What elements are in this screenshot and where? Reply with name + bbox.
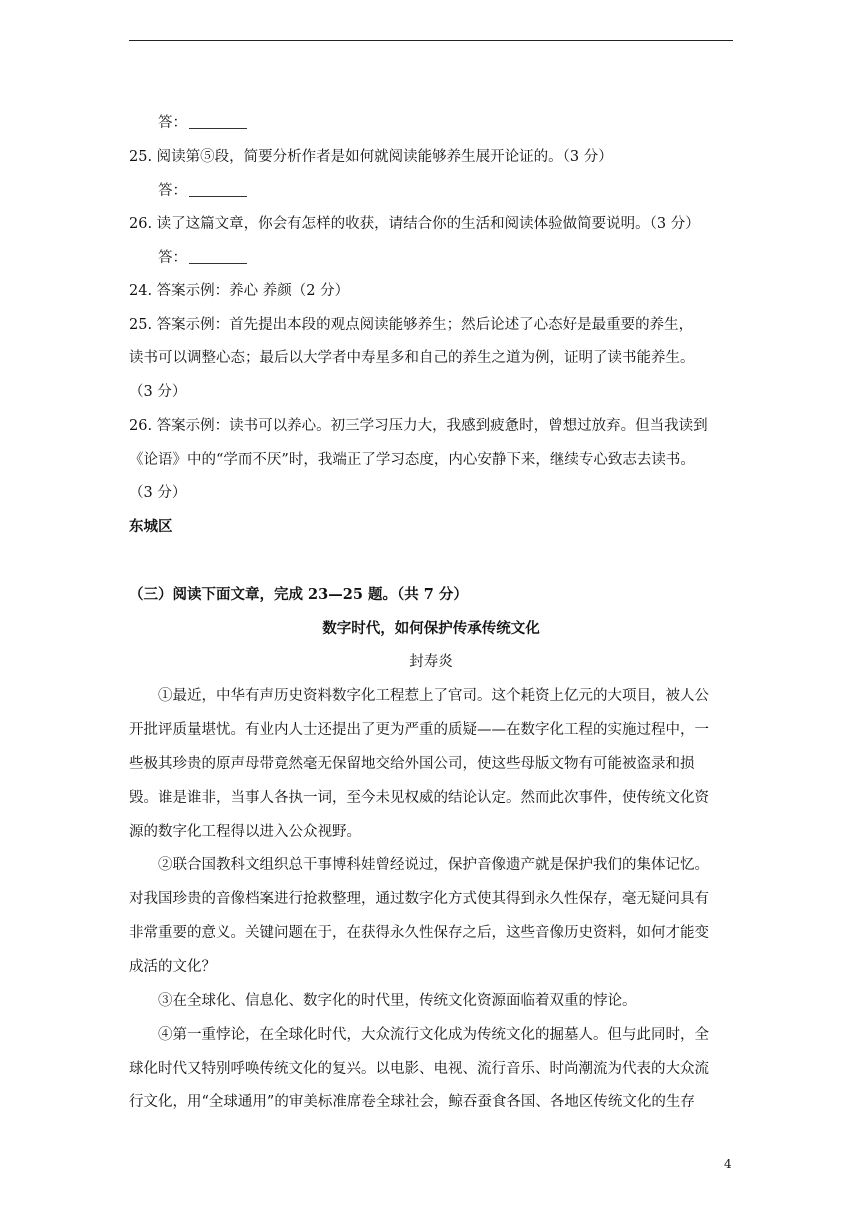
answer-blank[interactable] bbox=[189, 182, 247, 197]
paragraph-1-line: ①最近，中华有声历史资料数字化工程惹上了官司。这个耗资上亿元的大项目，被人公 bbox=[158, 688, 709, 704]
paragraph-1-line: 些极其珍贵的原声母带竟然毫无保留地交给外国公司，使这些母版文物有可能被盗录和损 bbox=[129, 756, 695, 772]
answer-key-26-line: （3 分） bbox=[129, 485, 187, 501]
header-rule bbox=[129, 40, 733, 41]
paragraph-1-line: 毁。谁是谁非，当事人各执一词，至今未见权威的结论认定。然而此次事件，使传统文化资 bbox=[129, 790, 709, 806]
section-heading: （三）阅读下面文章，完成 23—25 题。（共 7 分） bbox=[129, 586, 468, 603]
question-25: 25. 阅读第⑤段，简要分析作者是如何就阅读能够养生展开论证的。（3 分） bbox=[129, 149, 613, 165]
answer-key-25-line: 读书可以调整心态；最后以大学者中寿星多和自己的养生之道为例，证明了读书能养生。 bbox=[129, 350, 695, 366]
paragraph-4-line: 球化时代又特别呼唤传统文化的复兴。以电影、电视、流行音乐、时尚潮流为代表的大众流 bbox=[129, 1061, 709, 1077]
answer-key-24: 24. 答案示例：养心 养颜（2 分） bbox=[129, 283, 350, 299]
article-author: 封寿炎 bbox=[409, 654, 453, 670]
paragraph-2-line: ②联合国教科文组织总干事博科娃曾经说过，保护音像遗产就是保护我们的集体记忆。 bbox=[158, 857, 709, 873]
paragraph-1-line: 源的数字化工程得以进入公众视野。 bbox=[129, 824, 361, 840]
page-number: 4 bbox=[724, 1157, 732, 1171]
answer-line-26: 答： bbox=[158, 248, 247, 268]
paragraph-3-line: ③在全球化、信息化、数字化的时代里，传统文化资源面临着双重的悖论。 bbox=[158, 993, 637, 1009]
paragraph-4-line: ④第一重悖论，在全球化时代，大众流行文化成为传统文化的掘墓人。但与此同时，全 bbox=[158, 1027, 709, 1043]
answer-blank[interactable] bbox=[189, 114, 247, 129]
answer-line-prev: 答： bbox=[158, 113, 247, 133]
paragraph-1-line: 开批评质量堪忧。有业内人士还提出了更为严重的质疑——在数字化工程的实施过程中，一 bbox=[129, 722, 709, 738]
answer-key-25-line: 25. 答案示例：首先提出本段的观点阅读能够养生；然后论述了心态好是最重要的养生， bbox=[129, 317, 694, 333]
answer-blank[interactable] bbox=[189, 249, 247, 264]
paragraph-2-line: 成活的文化？ bbox=[129, 959, 216, 975]
answer-line-25: 答： bbox=[158, 181, 247, 201]
district-heading: 东城区 bbox=[129, 518, 173, 535]
article-title: 数字时代，如何保护传承传统文化 bbox=[322, 620, 540, 637]
answer-key-26-line: 《论语》中的“学而不厌”时，我端正了学习态度，内心安静下来，继续专心致志去读书。 bbox=[129, 452, 695, 468]
answer-key-25-line: （3 分） bbox=[129, 384, 187, 400]
answer-key-26-line: 26. 答案示例：读书可以养心。初三学习压力大，我感到疲惫时，曾想过放弃。但当我读到 bbox=[129, 418, 708, 434]
paragraph-2-line: 非常重要的意义。关键问题在于，在获得永久性保存之后，这些音像历史资料，如何才能变 bbox=[129, 925, 709, 941]
paragraph-4-line: 行文化，用“全球通用”的审美标准席卷全球社会，鲸吞蚕食各国、各地区传统文化的生存 bbox=[129, 1094, 695, 1110]
paragraph-2-line: 对我国珍贵的音像档案进行抢救整理，通过数字化方式使其得到永久性保存，毫无疑问具有 bbox=[129, 891, 709, 907]
question-26: 26. 读了这篇文章，你会有怎样的收获，请结合你的生活和阅读体验做简要说明。（3 分） bbox=[129, 216, 700, 232]
